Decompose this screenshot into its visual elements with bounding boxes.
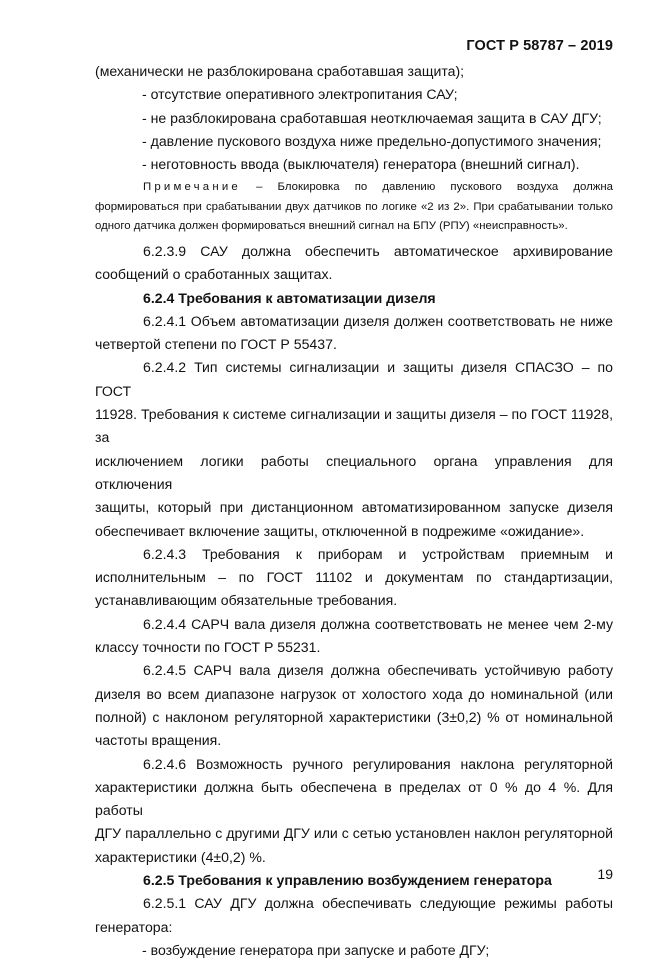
paragraph-line: генератора: <box>95 918 173 935</box>
paragraph-line: обеспечивает включение защиты, отключенной в подрежиме «ожидание». <box>95 522 585 539</box>
list-item: - неготовность ввода (выключателя) генератора (внешний сигнал). <box>142 156 580 173</box>
paragraph-line: исполнительным – по ГОСТ 11102 и документам по стандартизации, <box>95 569 613 586</box>
paragraph-line: характеристики должна быть обеспечена в пределах от 0 % до 4 %. Для работы <box>95 778 613 819</box>
list-item: - не разблокирована сработавшая неотключаемая защита в САУ ДГУ; <box>142 109 602 126</box>
paragraph-line: сообщений о сработанных защитах. <box>95 266 333 283</box>
paragraph-6-2-4-4: 6.2.4.4 САРЧ вала дизеля должна соответствовать не менее чем 2-му <box>143 615 613 632</box>
note-block <box>95 178 613 237</box>
note-line <box>95 178 613 198</box>
note-line: формироваться при срабатывании двух датчиков по логике «2 из 2». При срабатывании только <box>95 200 613 213</box>
paragraph-line: частоты вращения. <box>95 732 222 749</box>
text-line: (механически не разблокирована сработавшая защита); <box>95 63 465 79</box>
paragraph-line: четвертой степени по ГОСТ Р 55437. <box>95 336 337 353</box>
paragraph-line: дизеля во всем диапазоне нагрузок от холостого хода до номинальной (или <box>95 685 613 702</box>
paragraph-line: исключением логики работы специального органа управления для отключения <box>95 452 613 492</box>
note-text: – Блокировка по давлению пускового воздуха должна <box>256 181 613 194</box>
list-item: - возбуждение генератора при запуске и работе ДГУ; <box>142 941 490 958</box>
paragraph-line: полной) с наклоном регуляторной характеристики (3±0,2) % от номинальной <box>95 708 613 725</box>
section-heading-6-2-4: 6.2.4 Требования к автоматизации дизеля <box>143 289 436 306</box>
paragraph-6-2-4-6: 6.2.4.6 Возможность ручного регулирования наклона регуляторной <box>143 755 613 772</box>
paragraph-line: устанавливающим обязательные требования. <box>95 592 398 609</box>
paragraph-line: ДГУ параллельно с другими ДГУ или с сетью установлен наклон регуляторной <box>95 825 613 842</box>
page-number: 19 <box>597 866 613 882</box>
paragraph-6-2-5-1: 6.2.5.1 САУ ДГУ должна обеспечивать следующие режимы работы <box>143 895 613 912</box>
note-label: Примечание <box>143 181 241 194</box>
document-header: ГОСТ Р 58787 – 2019 <box>466 38 613 54</box>
paragraph-6-2-4-2: 6.2.4.2 Тип системы сигнализации и защиты дизеля СПАСЗО – по ГОСТ <box>95 359 613 399</box>
paragraph-line: классу точности по ГОСТ Р 55231. <box>95 639 321 656</box>
paragraph-line: характеристики (4±0,2) %. <box>95 848 266 865</box>
section-heading-6-2-5: 6.2.5 Требования к управлению возбуждением генератора <box>143 872 552 888</box>
paragraph-6-2-4-1: 6.2.4.1 Объем автоматизации дизеля должен соответствовать не ниже <box>143 312 613 329</box>
paragraph-line: 11928. Требования к системе сигнализации и защиты дизеля – по ГОСТ 11928, за <box>95 406 613 446</box>
note-line: одного датчика должен формироваться внешний сигнал на БПУ (РПУ) «неисправность». <box>95 220 568 233</box>
paragraph-6-2-3-9: 6.2.3.9 САУ должна обеспечить автоматическое архивирование <box>143 242 613 259</box>
paragraph-line: защиты, который при дистанционном автоматизированном запуске дизеля <box>95 499 613 516</box>
paragraph-6-2-4-3: 6.2.4.3 Требования к приборам и устройствам приемным и <box>143 545 613 562</box>
paragraph-6-2-4-5: 6.2.4.5 САРЧ вала дизеля должна обеспечивать устойчивую работу <box>143 662 613 679</box>
list-item: - отсутствие оперативного электропитания САУ; <box>142 86 458 103</box>
document-body <box>95 60 613 962</box>
list-item: - давление пускового воздуха ниже предельно-допустимого значения; <box>142 132 602 149</box>
